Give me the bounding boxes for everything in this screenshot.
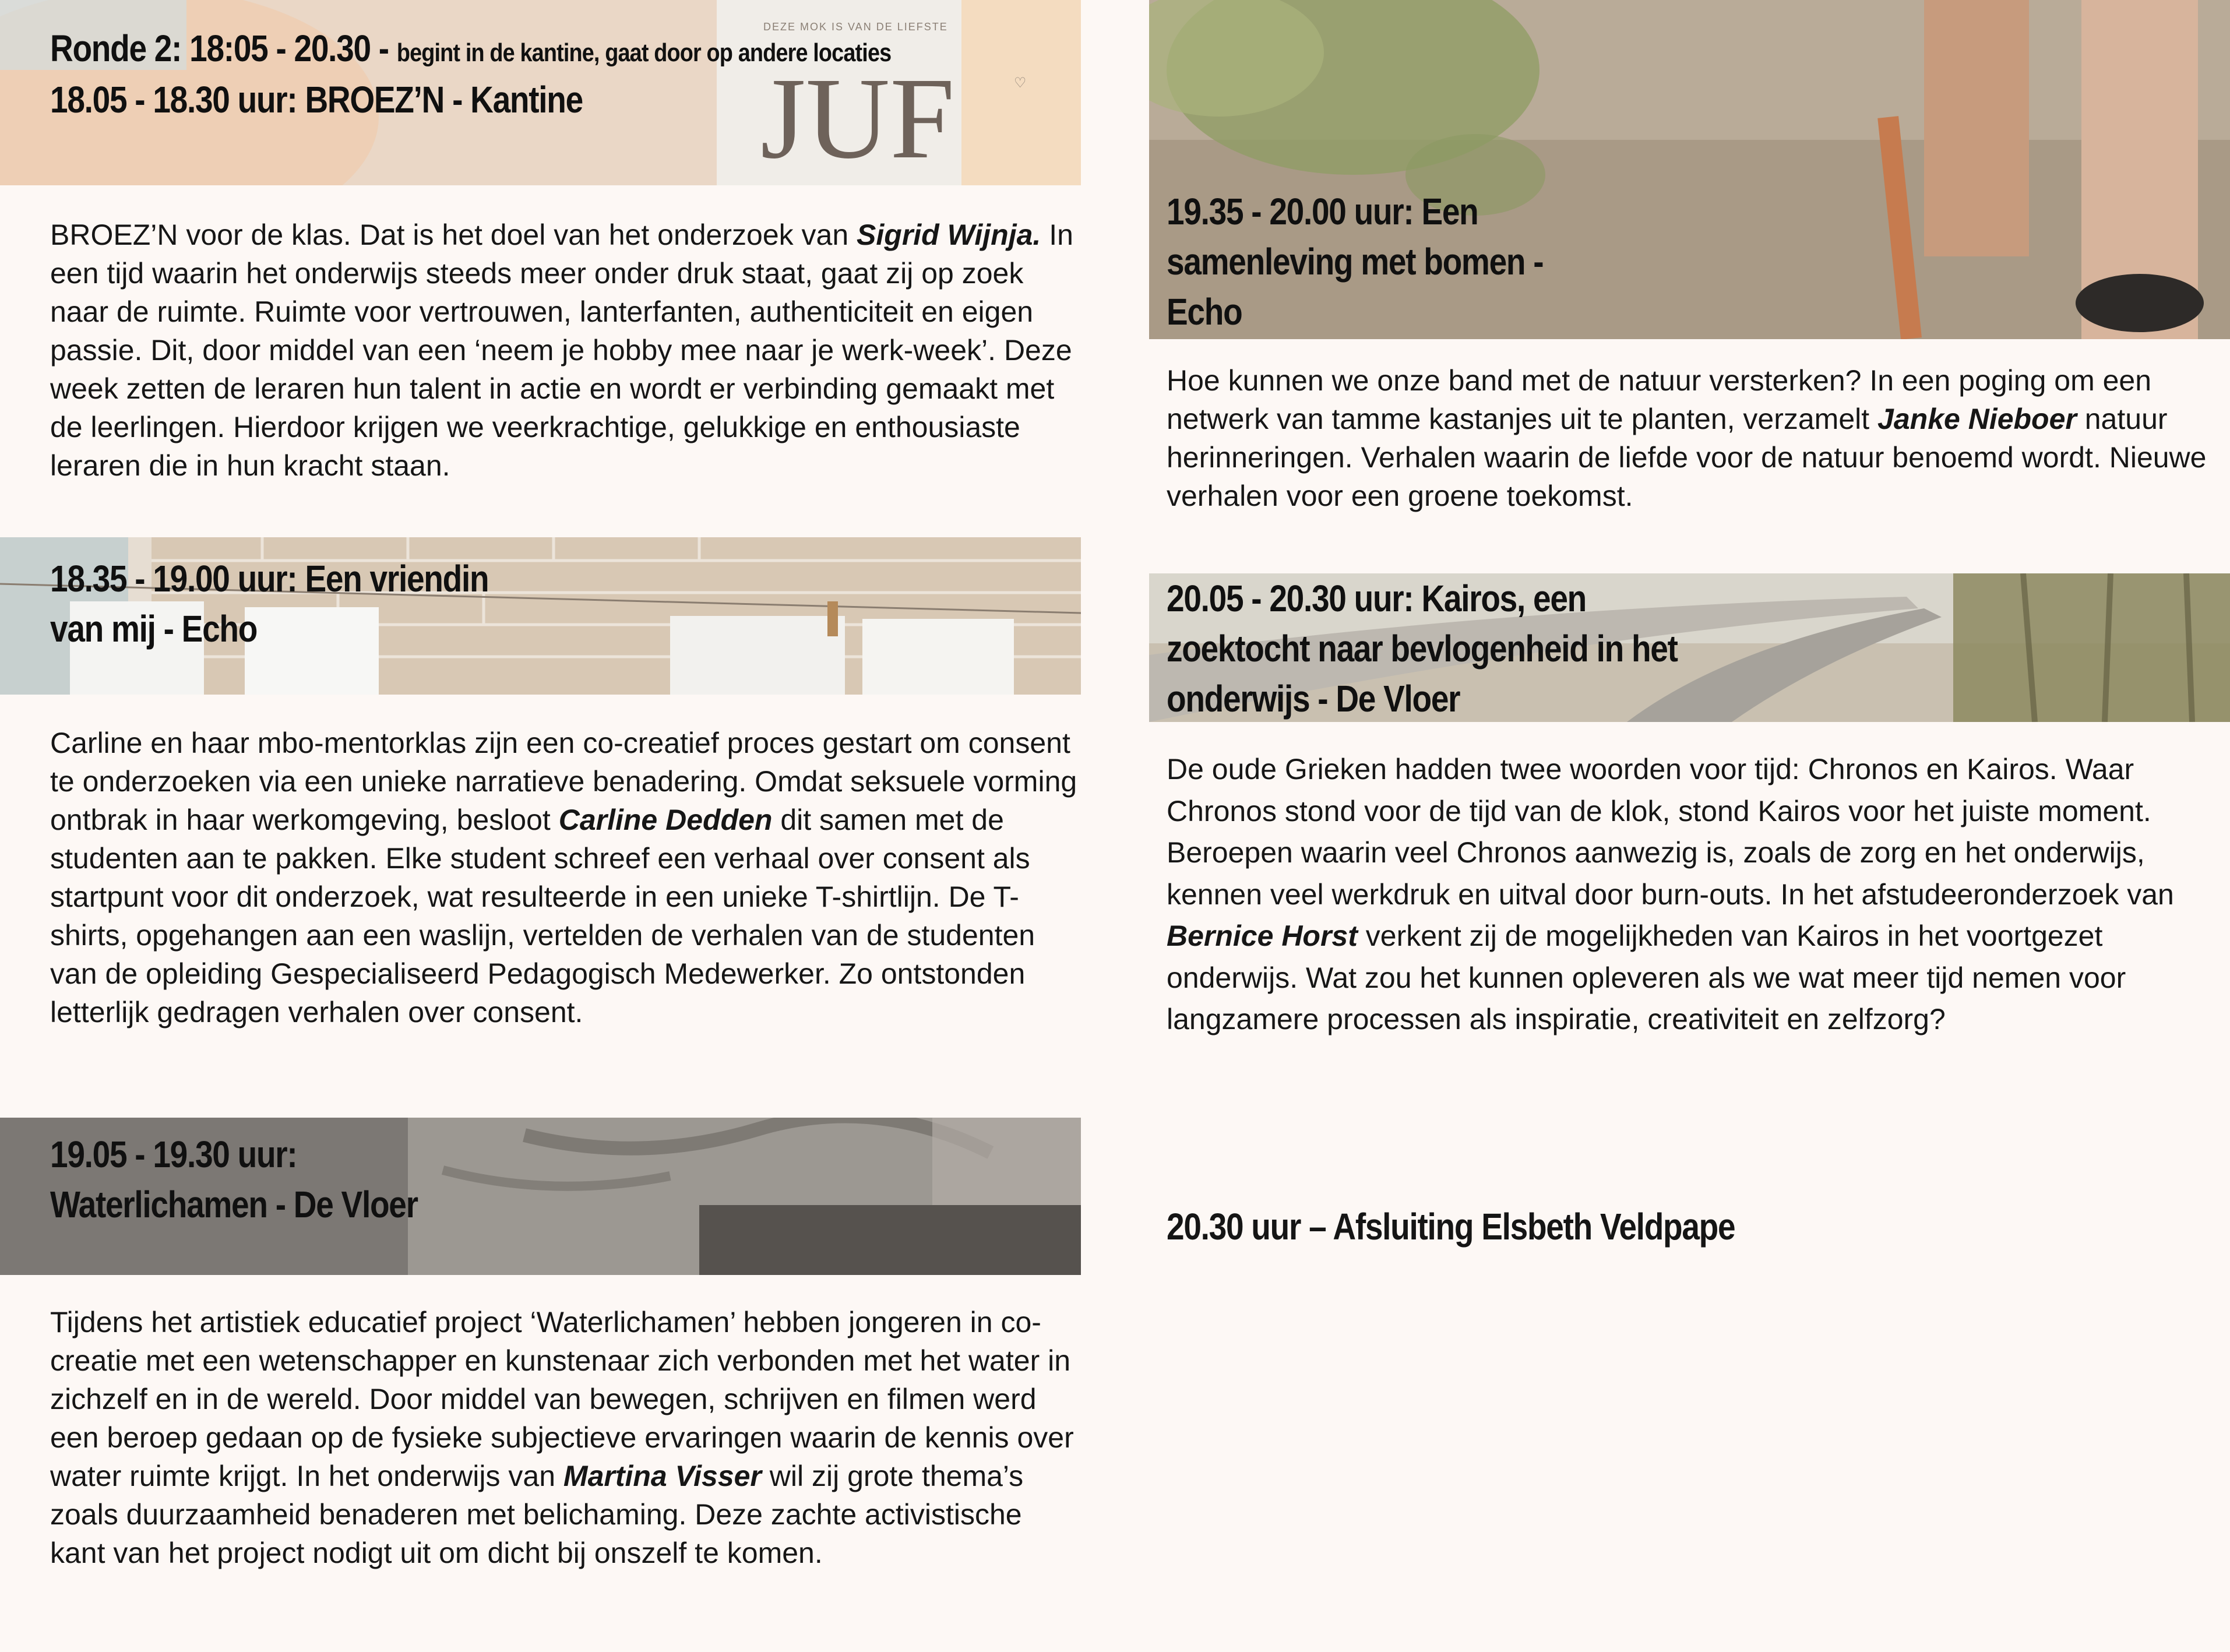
banner-broezn <box>0 0 1081 185</box>
session-1-title: 18.05 - 18.30 uur: BROEZ’N - Kantine <box>50 79 583 121</box>
session-5-title: 20.05 - 20.30 uur: Kairos, een zoektocht naar bevlogenheid in het onderwijs - De Vloer <box>1167 577 1678 720</box>
session-1-body <box>50 216 1081 485</box>
researcher-name: Bernice Horst <box>1167 920 1358 952</box>
round-note: begint in de kantine, gaat door op andere locaties <box>396 38 892 67</box>
banner-vriendin <box>0 537 1081 695</box>
mug-small-text: DEZE MOK IS VAN DE LIEFSTE <box>763 21 948 33</box>
banner-kairos <box>1149 573 2230 722</box>
closing-title: 20.30 uur – Afsluiting Elsbeth Veldpape <box>1167 1206 1735 1248</box>
body-text: Carline en haar mbo-mentorklas zijn een co-creatief proces gestart om consent te onderzoeken via een unieke narratieve benadering. Omdat seksuele vorming ontbrak in haar werkomgeving, besloot <box>50 727 1077 836</box>
researcher-name: Carline Dedden <box>558 804 773 836</box>
session-4-body <box>1167 361 2221 515</box>
researcher-name: Janke Nieboer <box>1877 403 2077 435</box>
session-5-body <box>1167 749 2221 1041</box>
body-text: wil zij grote thema’s zoals duurzaamheid benaderen met belichaming. Deze zachte activistische kant van het project nodigt uit om dicht bij onszelf te komen. <box>50 1460 1024 1569</box>
body-text: Hoe kunnen we onze band met de natuur versterken? In een poging om een netwerk van tamme kastanjes uit te planten, verzamelt <box>1167 364 2152 435</box>
session-3-title: 19.05 - 19.30 uur: Waterlichamen - De Vloer <box>50 1133 418 1225</box>
round-heading <box>50 23 891 78</box>
banner-bomen <box>1149 0 2230 339</box>
body-text: dit samen met de studenten aan te pakken. Elke student schreef een verhaal over consent als startpunt voor dit onderzoek, wat resulteerde in een unieke T-shirtlijn. De T-shirts, opgehangen aan een waslijn, vertelden de verhalen van de studenten van de opleiding Gespecialiseerd Pedagogisch Medewerker. Zo ontstonden letterlijk gedragen verhalen over consent. <box>50 804 1035 1028</box>
session-2-body <box>50 724 1081 1031</box>
researcher-name: Sigrid Wijnja. <box>857 219 1041 251</box>
heart-icon: ♡ <box>1014 75 1027 91</box>
body-text: natuur herinneringen. Verhalen waarin de liefde voor de natuur benoemd wordt. Nieuwe verhalen voor een groene toekomst. <box>1167 403 2207 512</box>
mug-big-text: JUF <box>760 54 955 183</box>
session-4-title: 19.35 - 20.00 uur: Een samenleving met bomen - Echo <box>1167 191 1544 333</box>
body-text: verkent zij de mogelijkheden van Kairos in het voortgezet onderwijs. Wat zou het kunnen opleveren als we wat meer tijd nemen voor langzamere processen als inspiratie, creativiteit en zelfzorg? <box>1167 920 2126 1035</box>
body-text: BROEZ’N voor de klas. Dat is het doel van het onderzoek van <box>50 219 857 251</box>
session-3-body <box>50 1303 1081 1572</box>
body-text: De oude Grieken hadden twee woorden voor tijd: Chronos en Kairos. Waar Chronos stond voor de tijd van de klok, stond Kairos voor het juiste moment. Beroepen waarin veel Chronos aanwezig is, zoals de zorg en het onderwijs, kennen veel werkdruk en uitval door burn-outs. In het afstudeeronderzoek van <box>1167 753 2174 911</box>
body-text: In een tijd waarin het onderwijs steeds meer onder druk staat, gaat zij op zoek naar de ruimte. Ruimte voor vertrouwen, lanterfanten, authenticiteit en eigen passie. Dit, door middel van een ‘neem je hobby mee naar je werk-week’. Deze week zetten de leraren hun talent in actie en wordt er verbinding gemaakt met de leerlingen. Hierdoor krijgen we veerkrachtige, gelukkige en enthousiaste leraren die in hun kracht staan. <box>50 219 1073 482</box>
body-text: Tijdens het artistiek educatief project ‘Waterlichamen’ hebben jongeren in co-creatie met een wetenschapper en kunstenaar zich verbonden met het water in zichzelf en in de wereld. Door middel van bewegen, schrijven en filmen werd een beroep gedaan op de fysieke subjectieve ervaringen waarin de kennis over water ruimte krijgt. In het onderwijs van <box>50 1306 1074 1492</box>
round-title: Ronde 2: 18:05 - 20.30 - <box>50 27 389 69</box>
banner-waterlichamen <box>0 1118 1081 1275</box>
session-2-title: 18.35 - 19.00 uur: Een vriendin van mij - Echo <box>50 558 489 650</box>
researcher-name: Martina Visser <box>563 1460 762 1492</box>
